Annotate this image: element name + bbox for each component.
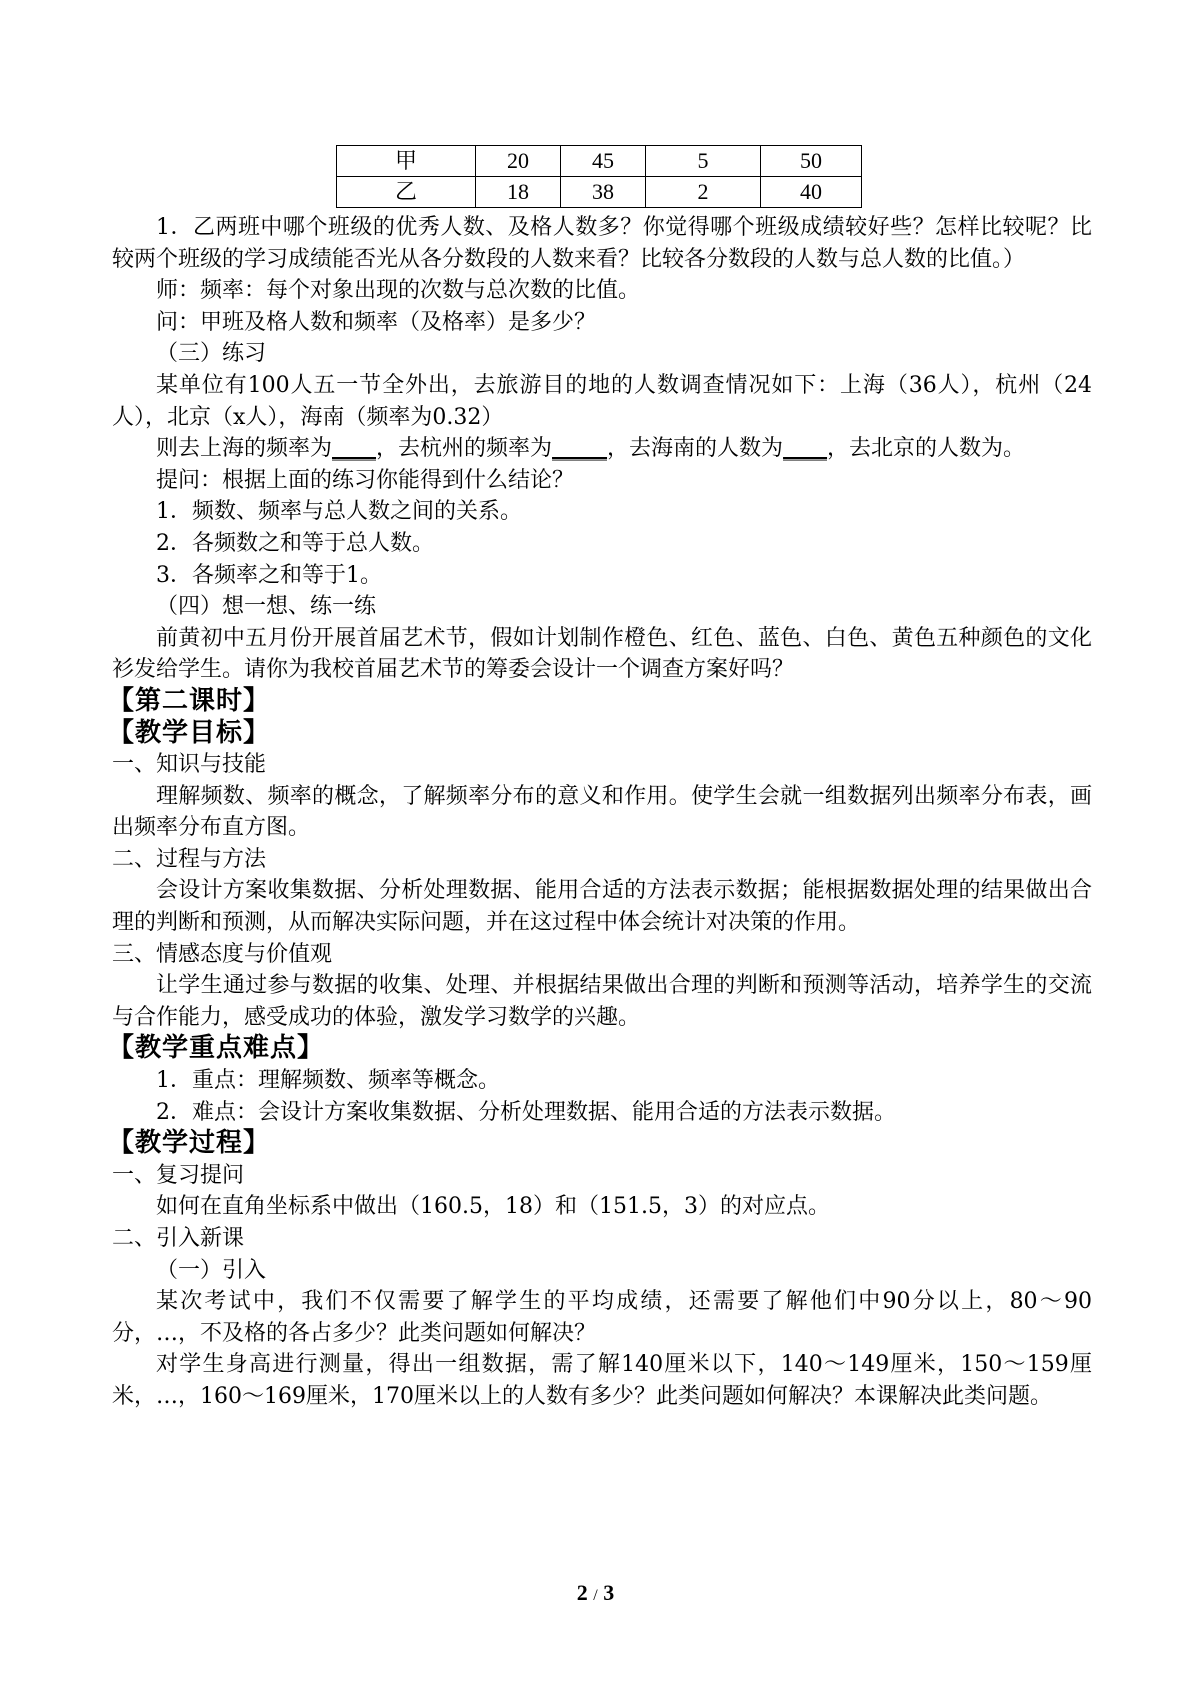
question-text: ，去海南的人数为 — [607, 436, 784, 462]
subsection-label: （三）练习 — [156, 341, 267, 367]
table-cell: 乙 — [337, 177, 476, 208]
subsection-label: （四）想一想、练一练 — [156, 594, 377, 620]
section-label: 二、引入新课 — [112, 1226, 245, 1251]
list-item: 3．各频率之和等于1。 — [156, 562, 382, 588]
answer-blank: _____ — [552, 436, 608, 462]
paragraph: 会设计方案收集数据、分析处理数据、能用合适的方法表示数据；能根据数据处理的结果做出合理的判断和预测，从而解决实际问题，并在这过程中体会统计对决策的作用。 — [112, 878, 1092, 936]
section-heading: 【第二课时】 — [108, 685, 271, 716]
question-text: ，去杭州的频率为 — [376, 436, 553, 462]
section-label: 一、复习提问 — [112, 1162, 245, 1188]
document-body — [108, 212, 1092, 1413]
paragraph: 问：甲班及格人数和频率（及格率）是多少？ — [156, 309, 597, 335]
subsection-label: （一）引入 — [156, 1257, 267, 1283]
table-cell: 5 — [646, 146, 761, 177]
section-heading: 【教学目标】 — [108, 717, 271, 748]
paragraph: 让学生通过参与数据的收集、处理、并根据结果做出合理的判断和预测等活动，培养学生的交流与合作能力，感受成功的体验，激发学习数学的兴趣。 — [112, 973, 1092, 1030]
page-current: 2 — [576, 1580, 588, 1605]
list-item: 2．各频数之和等于总人数。 — [156, 530, 434, 556]
paragraph: 提问：根据上面的练习你能得到什么结论？ — [156, 467, 575, 493]
question-text: 则去上海的频率为 — [156, 436, 333, 462]
table-cell: 18 — [476, 177, 561, 208]
paragraph: 理解频数、频率的概念，了解频率分布的意义和作用。使学生会就一组数据列出频率分布表，画出频率分布直方图。 — [112, 783, 1092, 841]
table-cell: 38 — [561, 177, 646, 208]
paragraph: 某次考试中，我们不仅需要了解学生的平均成绩，还需要了解他们中90分以上，80～90分，…，不及格的各占多少？此类问题如何解决？ — [112, 1289, 1092, 1346]
paragraph: 师：频率：每个对象出现的次数与总次数的比值。 — [156, 278, 641, 304]
paragraph: 前黄初中五月份开展首届艺术节，假如计划制作橙色、红色、蓝色、白色、黄色五种颜色的文化衫发给学生。请你为我校首届艺术节的筹委会设计一个调查方案好吗？ — [112, 625, 1092, 683]
paragraph: 如何在直角坐标系中做出（160.5，18）和（151.5，3）的对应点。 — [156, 1194, 830, 1220]
table-cell: 40 — [761, 177, 862, 208]
fill-in-blank-question — [112, 433, 1092, 465]
section-label: 三、情感态度与价值观 — [112, 941, 333, 967]
section-heading: 【教学重点难点】 — [108, 1033, 325, 1064]
table-cell: 20 — [476, 146, 561, 177]
section-label: 二、过程与方法 — [112, 846, 267, 872]
answer-blank: ____ — [332, 436, 377, 462]
list-item: 1．频数、频率与总人数之间的关系。 — [156, 499, 522, 525]
table-cell: 50 — [761, 146, 862, 177]
paragraph: 对学生身高进行测量，得出一组数据，需了解140厘米以下，140～149厘米，150～159厘米，…，160～169厘米，170厘米以上的人数有多少？此类问题如何解决？本课解决此类问题。 — [112, 1352, 1092, 1409]
table-row — [337, 146, 862, 177]
list-item: 1．重点：理解频数、频率等概念。 — [156, 1068, 500, 1094]
table-row — [337, 177, 862, 208]
table-cell: 45 — [561, 146, 646, 177]
table-cell: 甲 — [337, 146, 476, 177]
page-total: 3 — [603, 1580, 615, 1605]
section-label: 一、知识与技能 — [112, 752, 267, 778]
score-table — [336, 145, 862, 208]
table-cell: 2 — [646, 177, 761, 208]
question-text: ，去北京的人数为。 — [827, 436, 1026, 462]
section-heading: 【教学过程】 — [108, 1128, 271, 1159]
list-item: 2．难点：会设计方案收集数据、分析处理数据、能用合适的方法表示数据。 — [156, 1099, 896, 1125]
answer-blank: ____ — [783, 436, 828, 462]
paragraph: 1．乙两班中哪个班级的优秀人数、及格人数多？你觉得哪个班级成绩较好些？怎样比较呢？比较两个班级的学习成绩能否光从各分数段的人数来看？比较各分数段的人数与总人数的比值。） — [112, 215, 1092, 272]
paragraph: 某单位有100人五一节全外出，去旅游目的地的人数调查情况如下：上海（36人），杭州（24人），北京（x人），海南（频率为0.32） — [112, 372, 1092, 430]
page-number — [0, 1580, 1191, 1606]
page-separator: / — [593, 1587, 598, 1604]
